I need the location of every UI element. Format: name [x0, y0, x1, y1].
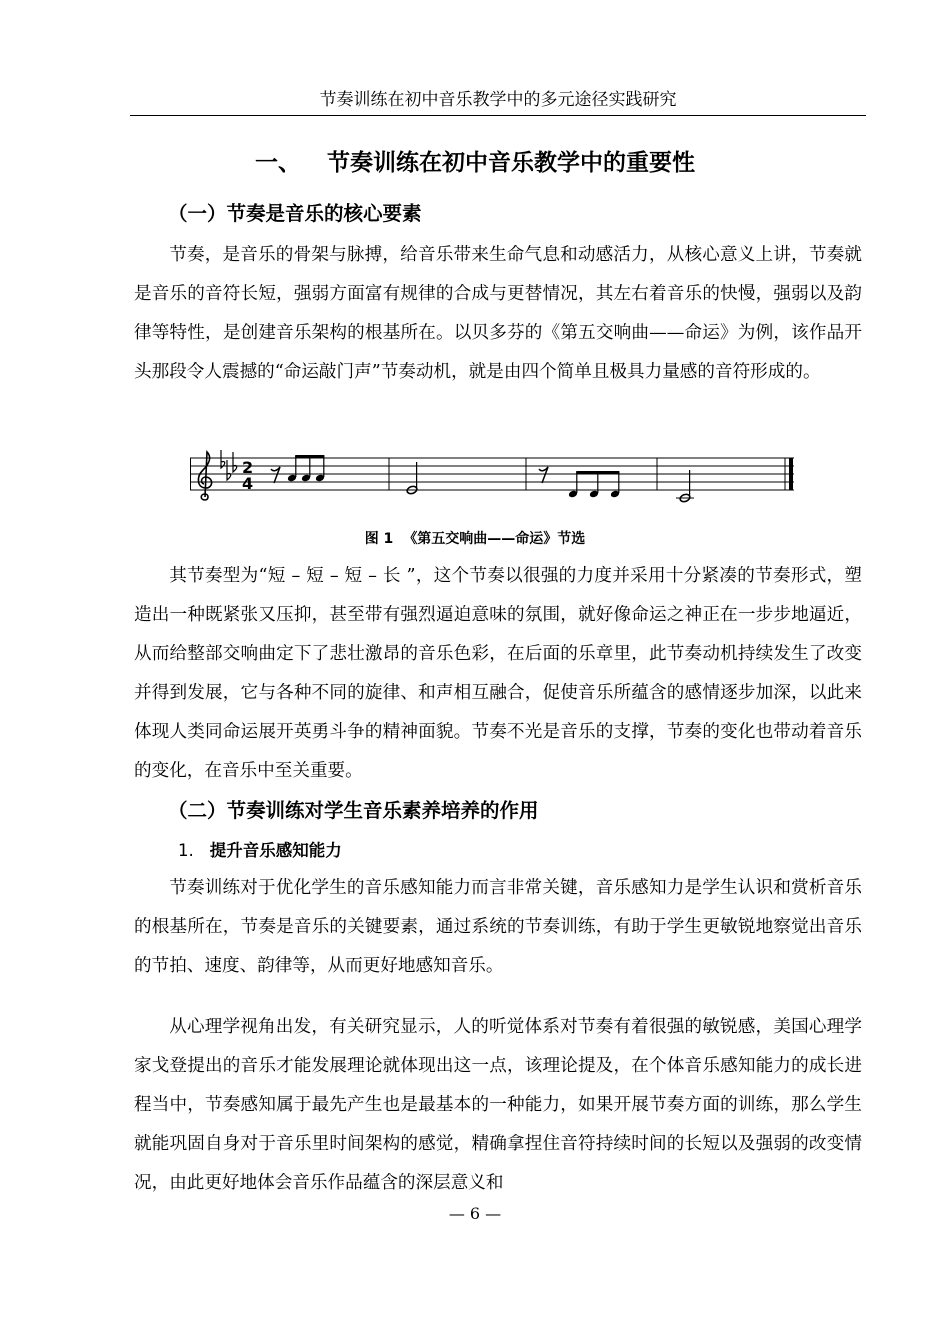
- subsection-heading-1: （一）节奏是音乐的核心要素: [168, 202, 422, 225]
- beamed-eighth-notes: [287, 455, 325, 482]
- running-header: 节奏训练在初中音乐教学中的多元途径实践研究: [319, 90, 677, 110]
- subsubsection-heading-1: [178, 838, 342, 864]
- music-score-excerpt: [190, 450, 798, 506]
- beamed-eighth-notes: [568, 471, 620, 498]
- time-signature-top: 2: [242, 458, 254, 477]
- paragraph-4: 从心理学视角出发，有关研究显示，人的听觉体系对节奏有着很强的敏锐感，美国心理学家戈登提出的音乐才能发展理论就体现出这一点，该理论提及，在个体音乐感知能力的成长进程当中，节奏感知属于最先产生也是最基本的一种能力，如果开展节奏方面的训练，那么学生就能巩固自身对于音乐里时间架构的感觉，精确拿捏住音符持续时间的长短以及强弱的改变情况，由此更好地体会音乐作品蕴含的深层意义和: [134, 1017, 862, 1193]
- key-signature-flats: [221, 450, 237, 480]
- section-heading: [0, 146, 950, 180]
- subsection-heading-2: （二）节奏训练对学生音乐素养培养的作用: [168, 799, 539, 822]
- header-rule: [130, 115, 866, 116]
- section-number: 一、: [255, 150, 301, 176]
- paragraph-2: 其节奏型为“短 – 短 – 短 – 长 ”，这个节奏以很强的力度并采用十分紧凑的节奏形式，塑造出一种既紧张又压抑，甚至带有强烈逼迫意味的氛围，就好像命运之神正在一步步地逼近，从而给整部交响曲定下了悲壮激昂的音乐色彩，在后面的乐章里，此节奏动机持续发生了改变并得到发展，它与各种不同的旋律、和声相互融合，促使音乐所蕴含的感情逐步加深，以此来体现人类同命运展开英勇斗争的精神面貌。节奏不光是音乐的支撑，节奏的变化也带动着音乐的变化，在音乐中至关重要。: [134, 566, 862, 781]
- paragraph-3: 节奏训练对于优化学生的音乐感知能力而言非常关键，音乐感知力是学生认识和赏析音乐的根基所在，节奏是音乐的关键要素，通过系统的节奏训练，有助于学生更敏锐地察觉出音乐的节拍、速度、韵律等，从而更好地感知音乐。: [134, 878, 862, 976]
- half-note: [676, 470, 694, 503]
- page-number: — 6 —: [448, 1204, 502, 1223]
- subsubsection-title: 提升音乐感知能力: [209, 841, 342, 860]
- treble-clef-icon: [198, 452, 211, 500]
- subsubsection-number: 1.: [178, 841, 194, 860]
- figure-caption: [0, 528, 950, 550]
- eighth-rest-icon: [539, 467, 548, 483]
- staff-lines: [190, 458, 794, 490]
- section-title: 节奏训练在初中音乐教学中的重要性: [327, 150, 695, 176]
- figure-label: 图 1: [364, 531, 394, 547]
- paragraph-1: 节奏，是音乐的骨架与脉搏，给音乐带来生命气息和动感活力，从核心意义上讲，节奏就是音乐的音符长短，强弱方面富有规律的合成与更替情况，其左右着音乐的快慢，强弱以及韵律等特性，是创建音乐架构的根基所在。以贝多芬的《第五交响曲——命运》为例，该作品开头那段令人震撼的“命运敲门声”节奏动机，就是由四个简单且极具力量感的音符形成的。: [134, 245, 862, 382]
- figure-caption-text: 《第五交响曲——命运》节选: [403, 531, 586, 547]
- eighth-rest-icon: [271, 467, 280, 483]
- time-signature-bottom: 4: [242, 474, 254, 493]
